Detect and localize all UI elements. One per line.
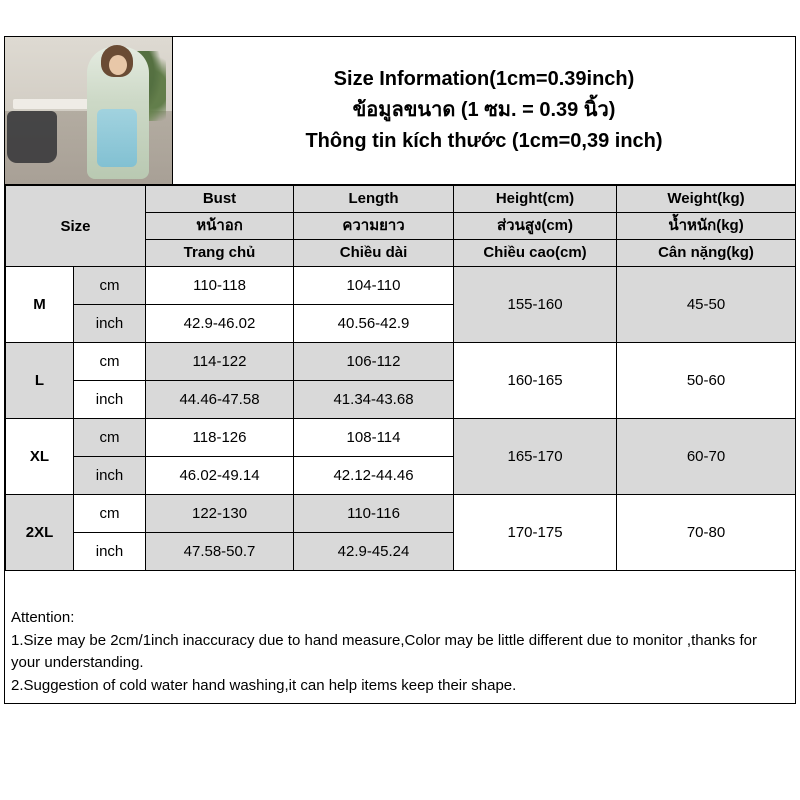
title-line-th: ข้อมูลขนาด (1 ซม. = 0.39 นิ้ว) bbox=[352, 99, 616, 121]
row-bust-inch: 42.9-46.02 bbox=[146, 305, 294, 343]
row-unit-inch: inch bbox=[74, 305, 146, 343]
row-unit-cm: cm bbox=[74, 343, 146, 381]
row-unit-cm: cm bbox=[74, 495, 146, 533]
row-bust-cm: 114-122 bbox=[146, 343, 294, 381]
row-size-2xl: 2XL bbox=[6, 495, 74, 571]
header-weight-en: Weight(kg) bbox=[617, 186, 796, 213]
attention-line-1: 1.Size may be 2cm/1inch inaccuracy due to hand measure,Color may be little different due to monitor ,thanks for your understanding. bbox=[11, 631, 757, 671]
row-bust-cm: 110-118 bbox=[146, 267, 294, 305]
row-length-inch: 42.12-44.46 bbox=[294, 457, 454, 495]
row-height: 155-160 bbox=[454, 267, 617, 343]
row-bust-inch: 44.46-47.58 bbox=[146, 381, 294, 419]
attention-block bbox=[5, 603, 795, 703]
header-bust-en: Bust bbox=[146, 186, 294, 213]
product-photo-cell bbox=[5, 37, 173, 184]
chart-header bbox=[5, 37, 795, 185]
photo-model-face bbox=[109, 55, 127, 75]
header-size-cell: Size bbox=[6, 186, 146, 267]
header-bust-th: หน้าอก bbox=[146, 213, 294, 240]
photo-towel bbox=[97, 109, 137, 167]
row-bust-cm: 118-126 bbox=[146, 419, 294, 457]
row-unit-cm: cm bbox=[74, 419, 146, 457]
row-bust-cm: 122-130 bbox=[146, 495, 294, 533]
row-unit-inch: inch bbox=[74, 533, 146, 571]
table-header-row-en bbox=[6, 186, 796, 213]
row-weight: 70-80 bbox=[617, 495, 796, 571]
row-unit-inch: inch bbox=[74, 381, 146, 419]
size-chart-container bbox=[4, 36, 796, 704]
attention-line-2: 2.Suggestion of cold water hand washing,it can help items keep their shape. bbox=[11, 676, 517, 694]
row-size-m: M bbox=[6, 267, 74, 343]
table-row bbox=[6, 267, 796, 305]
header-length-vi: Chiều dài bbox=[294, 240, 454, 267]
row-bust-inch: 47.58-50.7 bbox=[146, 533, 294, 571]
row-length-cm: 106-112 bbox=[294, 343, 454, 381]
row-weight: 45-50 bbox=[617, 267, 796, 343]
title-block bbox=[173, 37, 795, 184]
size-table bbox=[5, 185, 796, 571]
row-bust-inch: 46.02-49.14 bbox=[146, 457, 294, 495]
row-unit-inch: inch bbox=[74, 457, 146, 495]
table-row bbox=[6, 495, 796, 533]
header-bust-vi: Trang chủ bbox=[146, 240, 294, 267]
row-height: 165-170 bbox=[454, 419, 617, 495]
header-weight-th: น้ำหนัก(kg) bbox=[617, 213, 796, 240]
row-length-inch: 41.34-43.68 bbox=[294, 381, 454, 419]
row-weight: 60-70 bbox=[617, 419, 796, 495]
row-length-cm: 104-110 bbox=[294, 267, 454, 305]
row-height: 170-175 bbox=[454, 495, 617, 571]
attention-heading: Attention: bbox=[11, 609, 75, 626]
row-unit-cm: cm bbox=[74, 267, 146, 305]
header-height-vi: Chiều cao(cm) bbox=[454, 240, 617, 267]
header-height-th: ส่วนสูง(cm) bbox=[454, 213, 617, 240]
row-length-cm: 108-114 bbox=[294, 419, 454, 457]
header-height-en: Height(cm) bbox=[454, 186, 617, 213]
row-size-l: L bbox=[6, 343, 74, 419]
photo-chair bbox=[7, 111, 57, 163]
title-line-vi: Thông tin kích thước (1cm=0,39 inch) bbox=[305, 130, 663, 152]
header-weight-vi: Cân nặng(kg) bbox=[617, 240, 796, 267]
row-size-xl: XL bbox=[6, 419, 74, 495]
header-length-th: ความยาว bbox=[294, 213, 454, 240]
row-length-inch: 40.56-42.9 bbox=[294, 305, 454, 343]
header-length-en: Length bbox=[294, 186, 454, 213]
row-length-cm: 110-116 bbox=[294, 495, 454, 533]
row-height: 160-165 bbox=[454, 343, 617, 419]
table-row bbox=[6, 419, 796, 457]
row-weight: 50-60 bbox=[617, 343, 796, 419]
table-row bbox=[6, 343, 796, 381]
title-line-en: Size Information(1cm=0.39inch) bbox=[333, 68, 635, 90]
row-length-inch: 42.9-45.24 bbox=[294, 533, 454, 571]
product-photo bbox=[5, 37, 172, 184]
